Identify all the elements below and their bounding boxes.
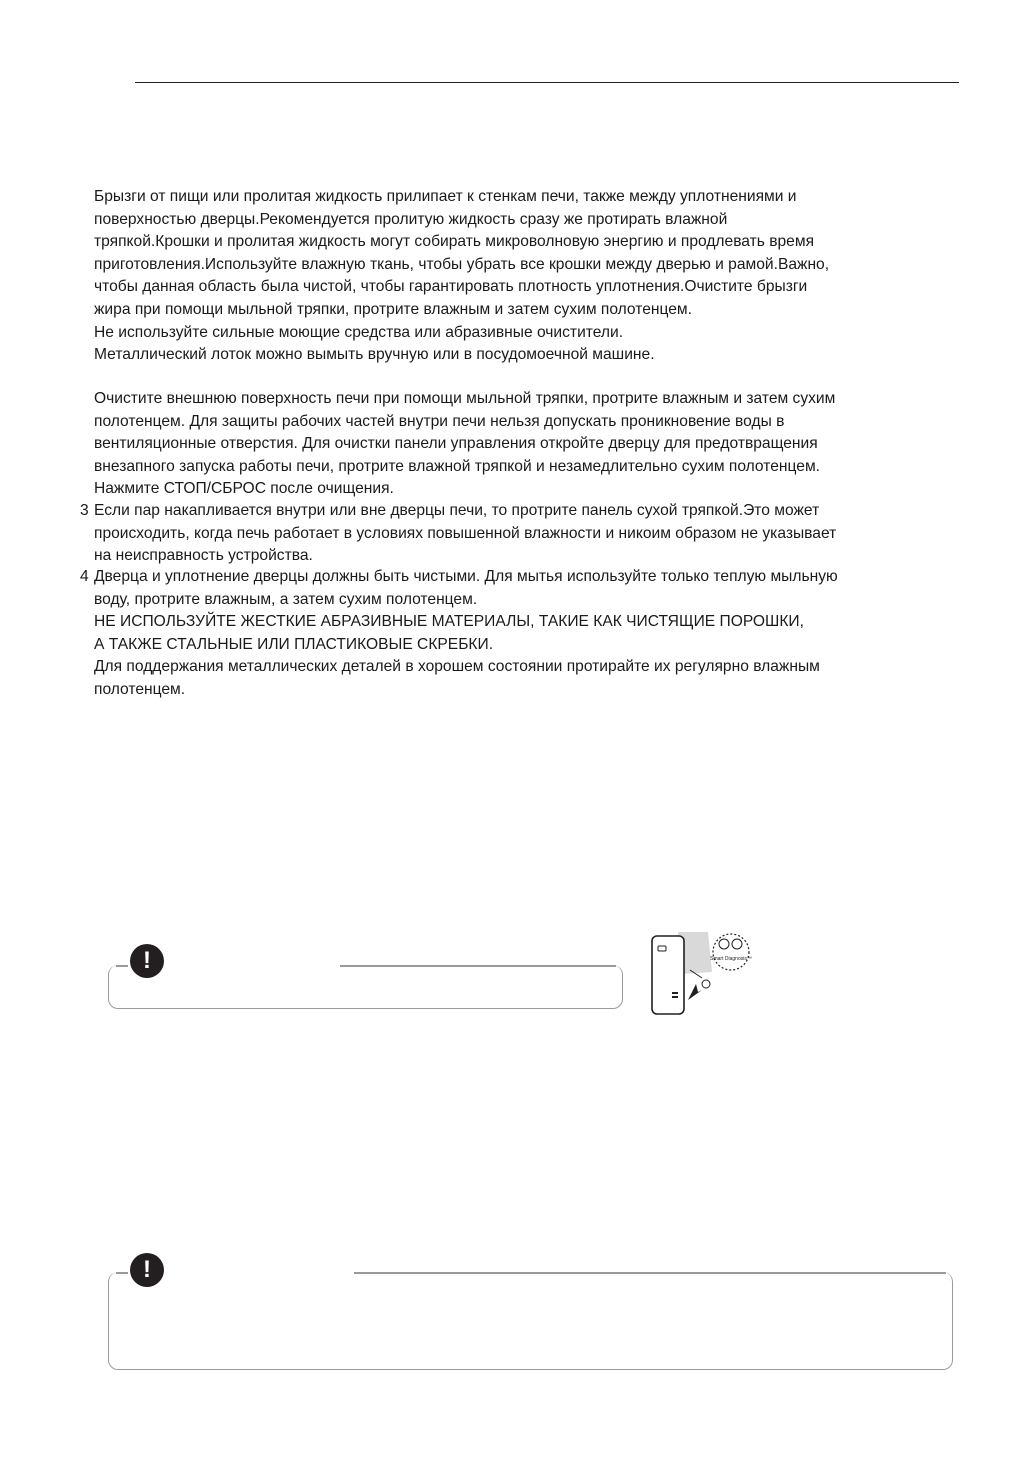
list-item-3 bbox=[80, 500, 970, 568]
list-item-number: 4 bbox=[80, 568, 89, 585]
interior-cleaning-paragraph: Брызги от пищи или пролитая жидкость прилипает к стенкам печи, также между уплотнениями и поверхностью дверцы.Рекомендуется пролитую жидкость сразу же протирать влажной тряпкой.Крошки и пролитая жидкость могут собирать микроволновую энергию и продлевать время приготовления.Используйте влажную ткань, чтобы убрать все крошки между дверью и рамой.Важно, чтобы данная область была чистой, чтобы гарантировать плотность уплотнения.Очистите брызги жира при помощи мыльной тряпки, протрите влажным и затем сухим полотенцем. Не используйте сильные моющие средства или абразивные очистители. Металлический лоток можно вымыть вручную или в посудомоечной машине. bbox=[94, 188, 830, 364]
illustration-caption: Smart Diagnosis™ bbox=[710, 956, 752, 962]
note-box-frame bbox=[108, 1272, 953, 1370]
list-item-number: 3 bbox=[80, 502, 89, 519]
list-item-text: Если пар накапливается внутри или вне дверцы печи, то протрите панель сухой тряпкой.Это может происходить, когда печь работает в условиях повышенной влажности и никоим образом не указывает на неисправность устройства. bbox=[94, 502, 837, 565]
note-box-frame bbox=[108, 965, 623, 1009]
exterior-cleaning-paragraph: Очистите внешнюю поверхность печи при помощи мыльной тряпки, протрите влажным и затем сухим полотенцем. Для защиты рабочих частей внутри печи нельзя допускать проникновение воды в вентиляционные отверстия. Для очистки панели управления откройте дверцу для предотвращения внезапного запуска работы печи, протрите влажной тряпкой и незамедлительно сухим полотенцем. Нажмите СТОП/СБРОС после очищения. bbox=[94, 390, 836, 498]
list-item-4 bbox=[80, 566, 970, 702]
smart-diagnosis-phone-icon bbox=[640, 926, 760, 1018]
list-item-text: Дверца и уплотнение дверцы должны быть чистыми. Для мытья используйте только теплую мыльную воду, протрите влажным, а затем сухим полотенцем. НЕ ИСПОЛЬЗУЙТЕ ЖЕСТКИЕ АБРАЗИВНЫЕ МАТЕРИАЛЫ, ТАКИЕ КАК ЧИСТЯЩИЕ ПОРОШКИ, А ТАКЖЕ СТАЛЬНЫЕ ИЛИ ПЛАСТИКОВЫЕ СКРЕБКИ. Для поддержания металлических деталей в хорошем состоянии протирайте их регулярно влажным полотенцем. bbox=[94, 568, 838, 698]
warning-icon: ! bbox=[130, 944, 164, 978]
header-rule bbox=[135, 82, 959, 83]
warning-icon: ! bbox=[130, 1253, 164, 1287]
